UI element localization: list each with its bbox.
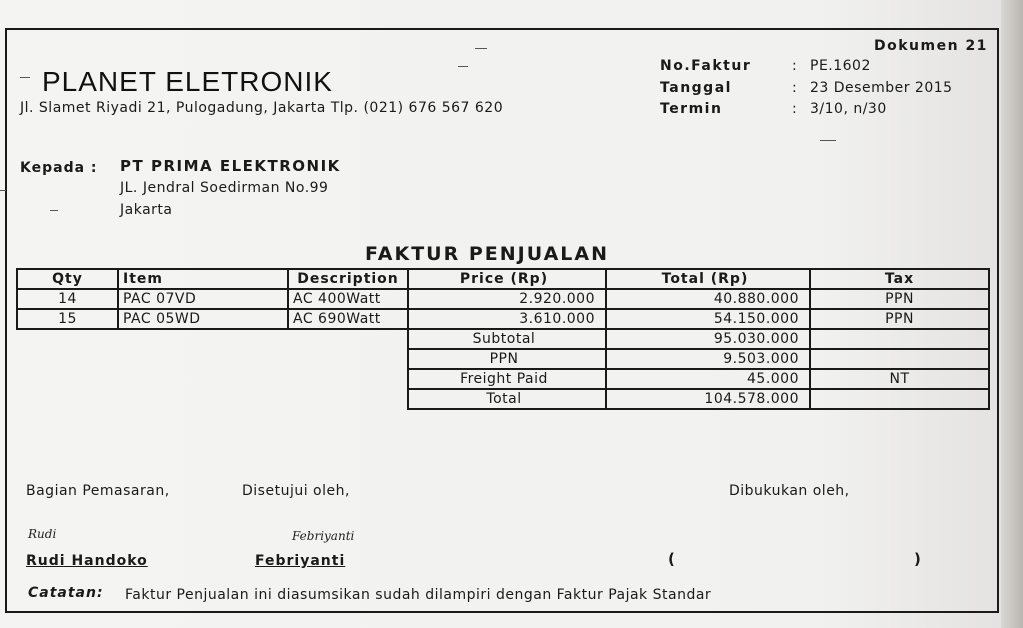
- row-tax: PPN: [810, 309, 989, 329]
- faktur-number-label: No.Faktur: [660, 58, 752, 74]
- termin-colon: :: [792, 101, 797, 117]
- freight-label: Freight Paid: [408, 369, 606, 389]
- row-qty: 15: [17, 309, 118, 329]
- ppn-value: 9.503.000: [606, 349, 810, 369]
- recipient-city: Jakarta: [120, 202, 173, 218]
- grand-total-label: Total: [408, 389, 606, 409]
- invoice-title: FAKTUR PENJUALAN: [365, 243, 609, 265]
- row-description: AC 690Watt: [288, 309, 408, 329]
- row-item: PAC 05WD: [118, 309, 288, 329]
- invoice-table: [16, 268, 990, 410]
- approved-signer-name: Febriyanti: [255, 553, 346, 569]
- column-header-total: Total (Rp): [606, 269, 810, 289]
- faktur-number-value: PE.1602: [810, 58, 871, 74]
- freight-tax: NT: [810, 369, 989, 389]
- table-header-row: [17, 269, 989, 289]
- note-text: Faktur Penjualan ini diasumsikan sudah dilampiri dengan Faktur Pajak Standar: [125, 587, 712, 603]
- row-total: 40.880.000: [606, 289, 810, 309]
- subtotal-tax: [810, 329, 989, 349]
- row-price: 2.920.000: [408, 289, 606, 309]
- note-label: Catatan:: [28, 585, 104, 601]
- column-header-tax: Tax: [810, 269, 989, 289]
- marketing-signature-label: Bagian Pemasaran,: [26, 483, 170, 499]
- document-number: Dokumen 21: [874, 38, 988, 54]
- summary-row-freight: [17, 369, 989, 389]
- grand-total-tax: [810, 389, 989, 409]
- tanggal-label: Tanggal: [660, 80, 732, 96]
- summary-row-total: [17, 389, 989, 409]
- termin-label: Termin: [660, 101, 723, 117]
- table-row: [17, 289, 989, 309]
- column-header-price: Price (Rp): [408, 269, 606, 289]
- subtotal-label: Subtotal: [408, 329, 606, 349]
- company-name: PLANET ELETRONIK: [42, 66, 333, 97]
- tanggal-value: 23 Desember 2015: [810, 80, 953, 96]
- tanggal-colon: :: [792, 80, 797, 96]
- faktur-number-colon: :: [792, 58, 797, 74]
- paper-edge-shadow: [1001, 0, 1023, 628]
- termin-value: 3/10, n/30: [810, 101, 887, 117]
- summary-row-ppn: [17, 349, 989, 369]
- approved-signature-label: Disetujui oleh,: [242, 483, 350, 499]
- column-header-qty: Qty: [17, 269, 118, 289]
- row-tax: PPN: [810, 289, 989, 309]
- recipient-label: Kepada :: [20, 160, 98, 176]
- approved-handwritten-signature: Febriyanti: [292, 529, 355, 543]
- marketing-signer-name: Rudi Handoko: [26, 553, 148, 569]
- booked-signature-label: Dibukukan oleh,: [729, 483, 850, 499]
- grand-total-value: 104.578.000: [606, 389, 810, 409]
- subtotal-value: 95.030.000: [606, 329, 810, 349]
- row-total: 54.150.000: [606, 309, 810, 329]
- booked-open-paren: (: [668, 550, 675, 568]
- marketing-handwritten-signature: Rudi: [28, 527, 57, 541]
- company-address: Jl. Slamet Riyadi 21, Pulogadung, Jakarta Tlp. (021) 676 567 620: [20, 100, 504, 116]
- recipient-street: JL. Jendral Soedirman No.99: [120, 180, 329, 196]
- summary-row-subtotal: [17, 329, 989, 349]
- table-row: [17, 309, 989, 329]
- row-item: PAC 07VD: [118, 289, 288, 309]
- recipient-name: PT PRIMA ELEKTRONIK: [120, 157, 341, 175]
- booked-close-paren: ): [914, 550, 921, 568]
- ppn-label: PPN: [408, 349, 606, 369]
- row-description: AC 400Watt: [288, 289, 408, 309]
- freight-value: 45.000: [606, 369, 810, 389]
- row-price: 3.610.000: [408, 309, 606, 329]
- column-header-item: Item: [118, 269, 288, 289]
- ppn-tax: [810, 349, 989, 369]
- row-qty: 14: [17, 289, 118, 309]
- column-header-description: Description: [288, 269, 408, 289]
